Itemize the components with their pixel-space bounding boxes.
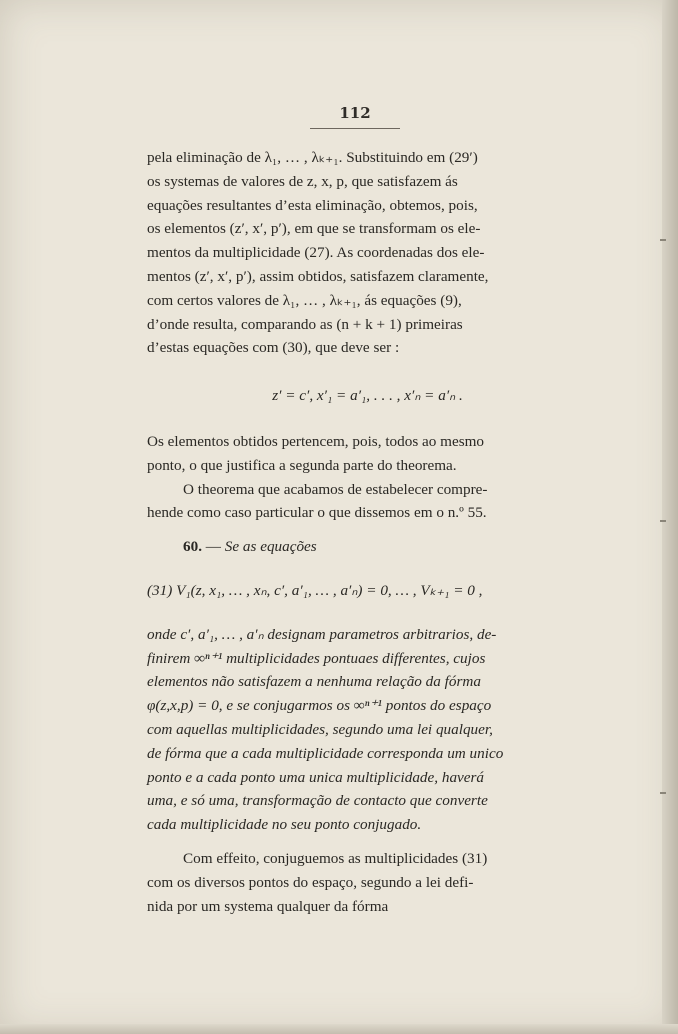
text-line: pela eliminação de λ₁, … , λₖ₊₁. Substituindo em (29′) [147,149,478,166]
page-edge-bottom [0,1024,678,1034]
text-line: d’onde resulta, comparando as (n + k + 1) primeiras [147,315,463,333]
theorem-statement [147,623,588,837]
text-line: Os elementos obtidos pertencem, pois, todos ao mesmo [147,432,485,450]
text-line: Com effeito, conjuguemos as multiplicidades (31) [183,849,488,867]
text-line: com certos valores de λ₁, … , λₖ₊₁, ás equações (9), [147,291,462,309]
margin-mark [660,239,666,241]
text-line: onde c′, a′₁, … , a′ₙ designam parametros arbitrarios, de- [147,625,497,643]
text-line: os systemas de valores de z, x, p, que satisfazem ás [147,172,458,190]
text-line: cada multiplicidade no seu ponto conjugado. [147,816,422,834]
page-body [147,146,588,918]
margin-mark [660,520,666,522]
text-line: φ(z,x,p) = 0, e se conjugarmos os ∞ⁿ⁺¹ pontos do espaço [147,697,492,715]
text-line: os elementos (z′, x′, p′), em que se transformam os ele- [147,220,481,238]
text-line: mentos (z′, x′, p′), assim obtidos, satisfazem claramente, [147,267,489,285]
equation-1: z′ = c′, x′₁ = a′₁, . . . , x′ₙ = a′ₙ . [272,387,463,405]
text-line: com os diversos pontos do espaço, segundo a lei defi- [147,873,474,891]
section-dash: — [201,538,225,556]
text-line: de fórma que a cada multiplicidade corresponda um unico [147,744,504,762]
text-line: com aquellas multiplicidades, segundo uma lei qualquer, [147,720,493,738]
paragraph-2 [147,430,588,478]
section-number: 60. [183,538,202,556]
text-line: d’estas equações com (30), que deve ser : [147,339,400,357]
text-line: mentos da multiplicidade (27). As coordenadas dos ele- [147,244,485,262]
text-line: finirem ∞ⁿ⁺¹ multiplicidades pontuaes differentes, cujos [147,649,486,667]
text-line: uma, e só uma, transformação de contacto que converte [147,792,488,810]
equation-31: (31) V₁(z, x₁, … , xₙ, c′, a′₁, … , a′ₙ) = 0, … , Vₖ₊₁ = 0 , [147,581,483,599]
text-line: elementos não satisfazem a nenhuma relação da fórma [147,673,481,691]
text-line: equações resultantes d’esta eliminação, obtemos, pois, [147,196,478,214]
header-rule [310,128,400,129]
paragraph-1 [147,146,588,360]
paragraph-3 [147,478,588,526]
paragraph-4 [147,847,588,918]
page-number: 112 [339,104,371,122]
text-line: ponto e a cada ponto uma unica multiplicidade, haverá [147,768,485,786]
text-line: hende como caso particular o que dissemos em o n.º 55. [147,504,487,522]
text-line: ponto, o que justifica a segunda parte do theorema. [147,456,457,474]
margin-mark [660,792,666,794]
section-title: Se as equações [224,538,317,556]
section-heading [147,535,588,559]
text-line: O theorema que acabamos de estabelecer compre- [183,480,488,498]
text-line: nida por um systema qualquer da fórma [147,897,389,915]
page-edge-right [662,0,678,1034]
